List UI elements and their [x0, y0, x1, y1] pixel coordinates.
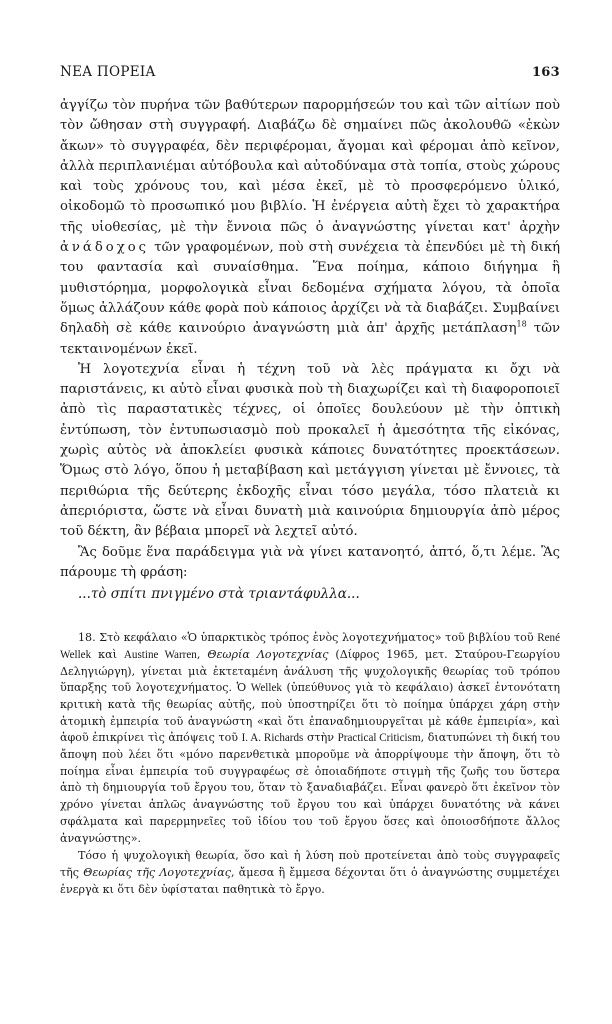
text-run: 18. Στὸ κεφάλαιο «Ὁ ὑπαρκτικὸς τρόπος ἑνὸς λογοτεχνήματος» τοῦ βιβλίου τοῦ — [78, 631, 538, 645]
emphasized-word: ἀνάδοχος — [60, 240, 150, 256]
footnote-ref-18: 18 — [516, 319, 527, 329]
text-run: Τόσο ἡ ψυχολογικὴ θεωρία, ὅσο καὶ ἡ λύση ποὺ προτείνεται ἀπὸ τοὺς συγγραφεῖς τῆς — [60, 849, 560, 879]
book-title: Θεωρίας τῆς Λογοτεχνίας — [83, 865, 231, 879]
text-run: (ὑπεύθυνος γιὰ τὸ κεφάλαιο) ἀσκεῖ ἐντονότατη κριτικὴ κατὰ τῆς θεωρίας αὐτῆς, ποὺ ὑποστηρίζει ὅτι τὸ ποίημα ὑπάρχει χάρη στὴν ἀτομικὴ ἐμπειρία τοῦ ἀναγνώστη «καὶ ὅτι ἐπαναδημιουργεῖται μὲ κάθε ἐμπειρία», καὶ ἀφοῦ ἐπικρίνει τὶς ἀπόψεις τοῦ — [60, 681, 560, 745]
author-name: Austine Warren — [123, 648, 197, 661]
paragraph-2: Ἡ λογοτεχνία εἶναι ἡ τέχνη τοῦ νὰ λὲς πράγματα κι ὄχι νὰ παριστάνεις, κι αὐτὸ εἶναι φυσικὰ ποὺ τὴ διαχωρίζει καὶ τὴ διαφοροποιεῖ ἀπὸ τὶς παραστατικὲς τέχνες, οἱ ὁποῖες δουλεύουν μὲ τὴν ὀπτικὴ ἐντύπωση, τὸν ἐντυπωσιασμὸ ποὺ προκαλεῖ ἡ ἀμεσότητα τῆς εἰκόνας, χωρὶς αὐτὸς νὰ ἀποκλείει φυσικὰ κάποιες δυνατότητες προεκτάσεων. Ὅμως στὸ λόγο, ὅπου ἡ μεταβίβαση καὶ μετάγγιση γίνεται μὲ ἔννοιες, τὰ περιθώρια τῆς δεύτερης ἐκδοχῆς εἶναι τόσο μεγάλα, τόσο πλατειὰ κι ἀπεριόριστα, ὥστε νὰ εἶναι δυνατὴ μιὰ καινούρια δημιουργία ἀπὸ μέρος τοῦ δέκτη, ἂν βέβαια μπορεῖ νὰ λεχτεῖ αὐτό. — [60, 361, 560, 540]
main-text — [60, 96, 560, 604]
text-run: τῶν γραφομένων, ποὺ στὴ συνέχεια τὰ ἐπενδύει μὲ τὴ δική του φαντασία καὶ συναίσθημα. Ἕνα ποίημα, κάποιο διήγημα ἢ μυθιστόρημα, μορφολογικὰ εἶναι δεδομένα σχήματα λόγου, τὰ ὁποῖα ὅμως ἀλλάζουν κάθε φορὰ ποὺ κάποιος ἀρχίζει νὰ τὰ διαβάζει. Συμβαίνει δηλαδὴ σὲ κάθε καινούριο ἀναγνώστη μιὰ ἀπ' ἀρχῆς μετάπλαση — [60, 240, 560, 337]
book-title: Practical Criticism — [337, 732, 421, 745]
book-title: Θεωρία Λογοτεχνίας — [207, 647, 329, 661]
paragraph-3: Ἂς δοῦμε ἕνα παράδειγμα γιὰ νὰ γίνει κατανοητό, ἀπτό, ὅ,τι λέμε. Ἂς πάρουμε τὴ φράση: — [60, 544, 560, 580]
author-name: René Wellek — [60, 632, 560, 661]
text-run: τῶν τεκταινομένων ἐκεῖ. — [60, 321, 560, 357]
text-run: , ἄμεσα ἢ ἔμμεσα δέχονται ὅτι ὁ ἀναγνώστης συμμετέχει ἐνεργὰ κι ὅτι δὲν ὑφίσταται παθητικὰ τὸ ἔργο. — [60, 865, 560, 896]
footnote-18-continued — [60, 848, 560, 898]
page-number: 163 — [531, 65, 560, 80]
quoted-phrase: ...τὸ σπίτι πνιγμένο στὰ τριαντάφυλλα... — [78, 586, 360, 603]
author-name: Wellek — [250, 682, 282, 695]
author-name: I. A. Richards — [241, 732, 304, 745]
text-run: στὴν — [303, 731, 338, 745]
running-head — [60, 64, 560, 80]
text-run: ἀγγίζω τὸν πυρήνα τῶν βαθύτερων παρορμήσεών του καὶ τῶν αἰτίων ποὺ τὸν ὤθησαν στὴ συγγραφή. Διαβάζω δὲ σημαίνει πῶς ἀκολουθῶ «ἑκὼν ἄκων» τὸ συγγραφέα, δὲν περιφέρομαι, ἄγομαι καὶ φέρομαι ἀπὸ κεῖνον, ἀλλὰ περιπλανιέμαι αὐτόβουλα καὶ αὐτοδύναμα στὰ τοπία, στοὺς χώρους καὶ τοὺς χρόνους του, καὶ μέσα ἐκεῖ, μὲ τὸ προσφερόμενο ὑλικό, οἰκοδομῶ τὸ προσωπικό μου βιβλίο. Ἡ ἐνέργεια αὐτὴ ἔχει τὸ χαρακτήρα τῆς υἱοθεσίας, μὲ τὴν ἔννοια πῶς ὁ ἀναγνώστης γίνεται κατ' ἀρχὴν — [60, 98, 560, 235]
text-run: , — [196, 647, 208, 661]
text-run: καὶ — [91, 647, 124, 661]
paragraph-1 — [60, 96, 560, 360]
text-run: (Δίφρος 1965, μετ. Σταύρου-Γεωργίου Δεληγιώργη), γίνεται μιὰ ἐκτεταμένη ἀνάλυση τῆς ψυχολογικῆς θεωρίας τοῦ τρόπου ὕπαρξης τοῦ λογοτεχνήματος. Ὁ — [60, 647, 560, 695]
book-page — [60, 64, 560, 898]
journal-title: ΝΕΑ ΠΟΡΕΙΑ — [60, 64, 156, 80]
footnote-18 — [60, 630, 560, 847]
footnotes — [60, 630, 560, 898]
text-run: , διατυπώνει τὴ δική του ἄποψη ποὺ λέει ὅτι «μόνο παρενθετικὰ μποροῦμε νὰ ἀπορρίψουμε τὴν ἄποψη, ὅτι τὸ ποίημα εἶναι ἐμπειρία τοῦ συγγραφέως σὲ ὁποιαδήποτε στιγμὴ τῆς ζωῆς του ὕστερα ἀπὸ τὴ δημιουργία τοῦ ἔργου του, ὅταν τὸ ξαναδιαβάζει. Εἶναι φανερὸ ὅτι ἐκεῖνον τὸν χρόνο γίνεται ἁπλῶς ἀναγνώστης τοῦ ἔργου του καὶ ὑπάρχει δυνατότης νὰ κάνει σφάλματα καὶ παρερμηνεῖες τοῦ ἰδίου του τοῦ ἔργου ὅσες καὶ ὁποιοσδήποτε ἄλλος ἀναγνώστης». — [60, 731, 560, 845]
